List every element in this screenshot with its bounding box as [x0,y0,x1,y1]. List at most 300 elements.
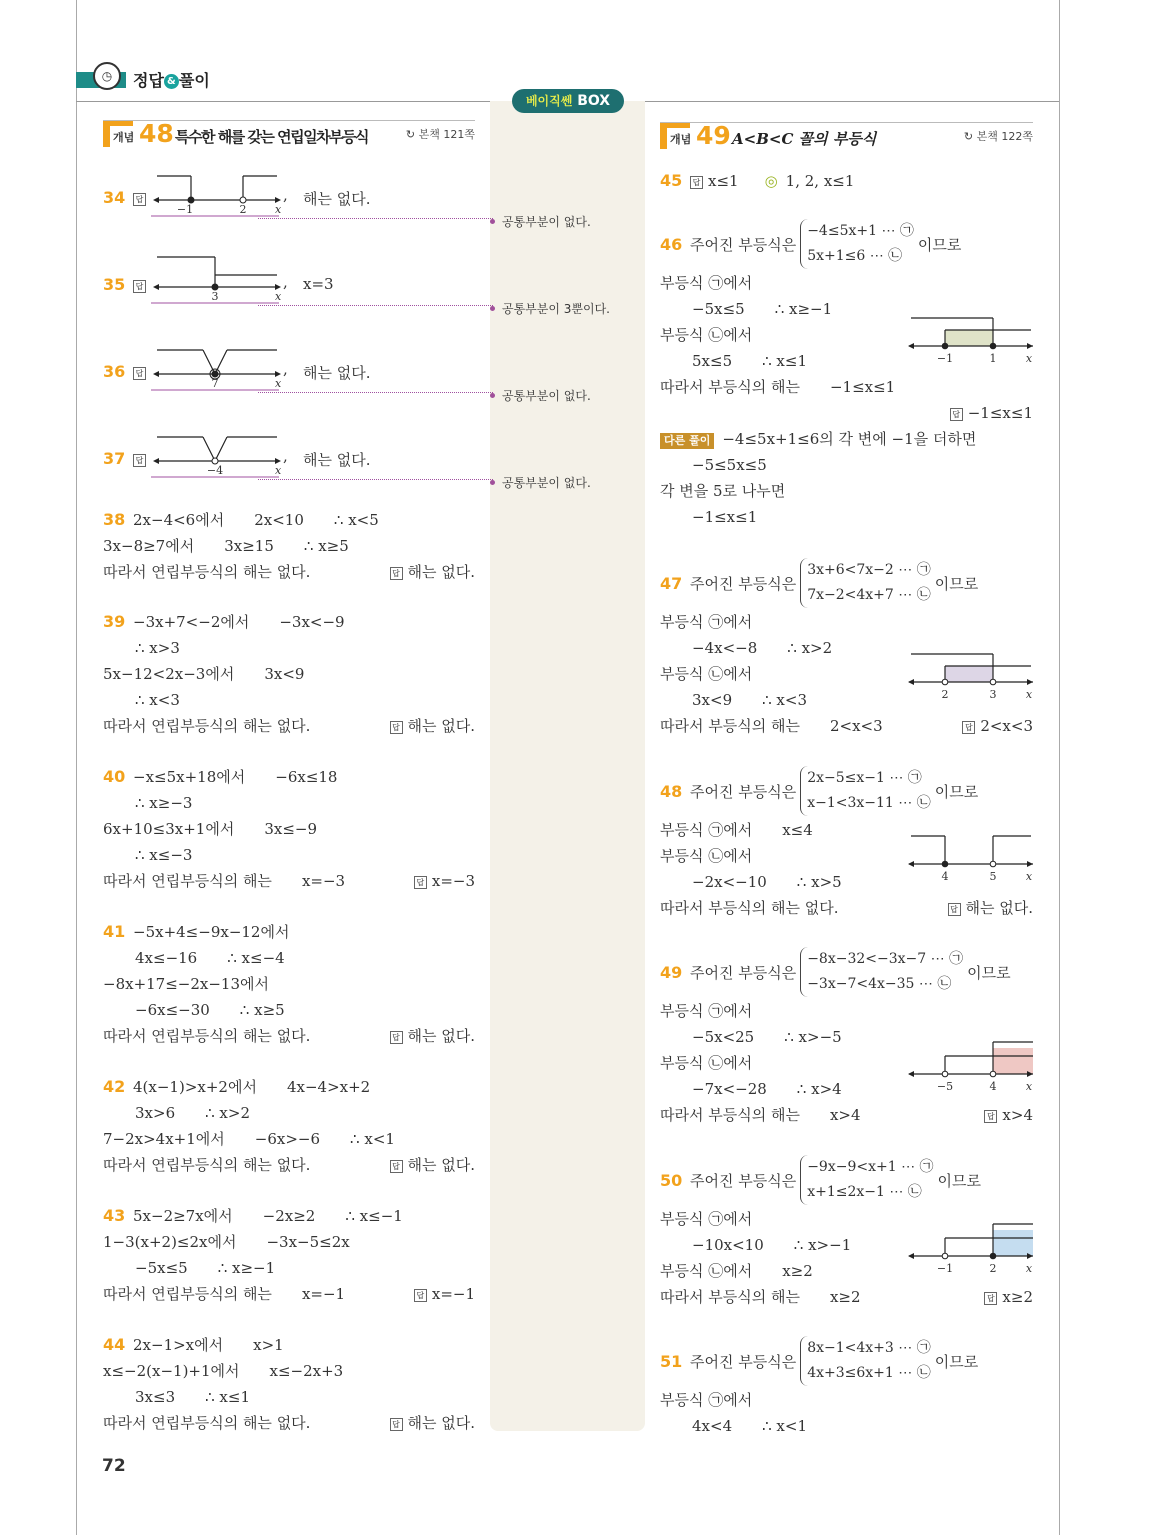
math-step: 3x<9 [692,691,733,709]
math-step: ∴ x<5 [333,511,379,529]
problem-number: 51 [660,1351,683,1371]
math-step: ∴ x<3 [135,691,180,709]
math-step: ∴ x≥5 [239,1001,285,1019]
math-step: −6x≤−30 [135,1001,210,1019]
graph-answer: 해는 없다. [303,190,371,208]
answer-value: x≥2 [1002,1288,1033,1306]
system-row: 4x+3≤6x+1 ⋯ ㉡ [807,1365,931,1381]
solution-line [660,400,1033,426]
math-step: 각 변을 5로 나누면 [660,482,786,500]
math-step: −5≤5x≤5 [692,456,767,474]
math-step: 3x≥15 [224,537,274,555]
math-step: −3x+7<−2에서 [133,613,250,631]
math-step: x=−1 [301,1285,346,1303]
problem-number: 49 [660,962,683,982]
system-row: −8x−32<−3x−7 ⋯ ㉠ [807,951,964,967]
math-step: 2x−1>x에서 [133,1336,224,1354]
section-title [133,68,210,91]
solution-line [103,1152,475,1178]
math-step: ∴ x<1 [350,1130,395,1148]
tick-label: −5 [936,1080,954,1093]
tick-label: x [1025,870,1033,883]
given-text: 주어진 부등식은 [690,1352,797,1371]
math-step: −7x<−28 [692,1080,767,1098]
given-text: 주어진 부등식은 [690,782,797,801]
math-step: −6x≤18 [275,768,338,786]
box-label-b: BOX [577,93,611,109]
tick-label: 2 [941,688,949,701]
answer-icon: 답 [984,1110,997,1123]
system-line [660,946,1033,998]
graph-answer: x=3 [303,275,334,293]
math-step: −4≤5x+1≤6의 각 변에 −1을 더하면 [722,430,977,448]
answer-value: −1≤x≤1 [967,404,1033,422]
math-step: 부등식 ㉡에서 [660,665,753,683]
concept-number: 49 [696,121,731,150]
solution-line [103,764,475,790]
solution-line [103,1023,475,1049]
number-line [905,826,1035,886]
answer-value: x=−3 [431,872,475,890]
system-row: 5x+1≤6 ⋯ ㉡ [807,248,903,264]
math-step: x≤−2(x−1)+1에서 [103,1362,240,1380]
solution-line [660,504,1033,530]
system-line [660,557,1033,609]
answer-value: 해는 없다. [965,899,1033,917]
answer [390,713,476,739]
math-step: ∴ x≤−4 [227,949,285,967]
math-step: x>1 [253,1336,284,1354]
solution-line [660,374,1033,400]
leader-line [258,479,493,480]
solution-line [103,507,475,533]
concept-number: 48 [139,119,174,148]
answer-icon: 답 [390,1418,403,1431]
system-row: 3x+6<7x−2 ⋯ ㉠ [807,562,931,578]
math-step: ∴ x≥−1 [217,1259,276,1277]
math-step: 4x−4>x+2 [286,1078,371,1096]
math-step: x≤4 [782,821,813,839]
math-step: −6x>−6 [254,1130,321,1148]
system-row: x−1<3x−11 ⋯ ㉡ [807,795,931,811]
system-row: x+1≤2x−1 ⋯ ㉡ [807,1184,922,1200]
math-step: 3x≤3 [135,1388,176,1406]
leader-line [258,305,493,306]
solution-line [103,790,475,816]
system-row: −3x−7<4x−35 ⋯ ㉡ [807,976,952,992]
answer-value: 해는 없다. [407,1156,475,1174]
math-step: ∴ x>−5 [784,1028,842,1046]
since-text: 이므로 [967,963,1011,982]
answer-icon: 답 [962,721,975,734]
answer-value: 해는 없다. [407,717,475,735]
box-label: 베이직쎈 [525,94,573,108]
tick-label: x [1025,352,1033,365]
solution-line [103,661,475,687]
tick-label: −1 [936,1262,954,1275]
inequality-system [800,558,931,608]
answer-icon: 답 [390,1031,403,1044]
math-step: ∴ x>−1 [793,1236,852,1254]
answer-value: x=−1 [431,1285,475,1303]
book-ref [964,128,1033,144]
solution-line [660,609,1033,635]
answer-value: 2<x<3 [980,717,1033,735]
answer-icon: 답 [133,193,146,206]
solution-line [103,635,475,661]
solution-line [103,713,475,739]
system-line [660,1154,1033,1206]
leader-line [258,392,493,393]
solution-line [660,270,1033,296]
math-step: 따라서 부등식의 해는 [660,1106,800,1124]
problem-45 [660,168,1033,194]
math-step: 따라서 부등식의 해는 [660,717,800,735]
math-step: ∴ x>5 [796,873,842,891]
math-step: 따라서 연립부등식의 해는 [103,872,272,890]
concept-49-heading [660,122,1033,153]
math-step: 5x−2≥7x에서 [133,1207,233,1225]
answer-value: 해는 없다. [407,1027,475,1045]
problem-number: 38 [103,510,126,529]
solution-line [103,687,475,713]
title-solution: 풀이 [178,71,210,90]
ref-icon: ↻ [405,128,419,141]
tick-label: −1 [936,352,954,365]
solution-line [103,945,475,971]
problem-number: 35 [103,275,126,294]
math-step: 부등식 ㉡에서 [660,847,753,865]
problem-number: 47 [660,573,683,593]
problem-41 [103,919,475,1049]
answer-value: 해는 없다. [407,1414,475,1432]
solution-line [660,478,1033,504]
problem-number: 41 [103,922,126,941]
answer-icon: 답 [948,903,961,916]
graph-answer: 해는 없다. [303,364,371,382]
number-line [905,1036,1035,1096]
math-step: 부등식 ㉡에서 [660,1262,753,1280]
given-text: 주어진 부등식은 [690,235,797,254]
math-step: −5x≤5 [135,1259,188,1277]
math-step: ∴ x>3 [135,639,180,657]
math-step: ∴ x≥−3 [135,794,193,812]
page-border-right [1059,0,1060,1535]
tick-label: −4 [206,464,224,477]
problem-number: 34 [103,188,126,207]
answer [390,1152,476,1178]
solution-region [993,1048,1033,1074]
title-answer: 정답 [133,71,164,90]
number-line [905,1218,1035,1278]
problem-number: 43 [103,1206,126,1225]
math-step: 1−3(x+2)≤2x에서 [103,1233,237,1251]
solution-line [103,971,475,997]
answer-icon: 답 [133,280,146,293]
solution-line [103,609,475,635]
problem-44 [103,1332,475,1436]
concept-48-heading [103,120,475,151]
target-answer: 1, 2, x≤1 [785,172,855,190]
page-number: 72 [102,1456,126,1476]
concept-label: 개념 [670,133,692,146]
system-row: −9x−9<x+1 ⋯ ㉠ [807,1159,934,1175]
tick-label: 3 [211,290,219,303]
answer [984,1102,1033,1128]
math-step: 7−2x>4x+1에서 [103,1130,225,1148]
problem-number: 50 [660,1170,683,1190]
math-step: ∴ x<3 [762,691,808,709]
tick-label: 4 [941,870,949,883]
solution-line [660,1387,1033,1413]
answer-value: x>4 [1002,1106,1033,1124]
axis-label: x [275,464,282,477]
solution-line [660,1413,1033,1439]
problem-42 [103,1074,475,1178]
solution-line [103,533,475,559]
math-step: 따라서 부등식의 해는 없다. [660,899,839,917]
tick-label: 5 [989,870,997,883]
math-step: x≤−2x+3 [269,1362,344,1380]
problem-number: 42 [103,1077,126,1096]
tick-label: x [1025,1262,1033,1275]
problem-40 [103,764,475,894]
math-step: 따라서 연립부등식의 해는 없다. [103,1156,311,1174]
solution-line [660,1284,1033,1310]
ref-text: 본책 122쪽 [976,130,1033,143]
math-step: 부등식 ㉠에서 [660,613,753,631]
graph-problem-36 [103,334,503,414]
answer [962,713,1033,739]
solution-line [660,452,1033,478]
title-amp: & [164,74,179,89]
inequality-system [800,1155,933,1205]
math-step: ∴ x<1 [762,1417,808,1435]
math-step: ∴ x>4 [796,1080,842,1098]
problem-38 [103,507,475,585]
comma: , [283,186,288,204]
math-step: −3x−5≤2x [266,1233,350,1251]
math-step: −2x≥2 [262,1207,316,1225]
problem-number: 44 [103,1335,126,1354]
problem-number: 40 [103,767,126,786]
tick-label: 2 [989,1262,997,1275]
system-line [660,218,1033,270]
solution-line [103,997,475,1023]
solution-line [103,559,475,585]
math-step: 따라서 부등식의 해는 [660,378,800,396]
problem-51 [660,1335,1033,1439]
math-step: −8x+17≤−2x−13에서 [103,975,270,993]
solution-line [103,868,475,894]
solution-line [103,1281,475,1307]
ref-text: 본책 121쪽 [418,128,475,141]
math-step: 4(x−1)>x+2에서 [133,1078,257,1096]
answer-value: 해는 없다. [407,563,475,581]
math-step: 따라서 연립부등식의 해는 없다. [103,717,311,735]
concept-title: A<B<C 꼴의 부등식 [732,130,877,148]
tick-label: −1 [176,203,194,216]
since-text: 이므로 [934,1352,979,1371]
box-note: 공통부분이 없다. [502,476,591,490]
answer-icon: 답 [133,367,146,380]
math-step: −5x<25 [692,1028,755,1046]
since-text: 이므로 [934,782,979,801]
math-step: 6x+10≤3x+1에서 [103,820,235,838]
answer-icon: 답 [984,1292,997,1305]
math-step: ∴ x≤−3 [135,846,193,864]
problem-number: 45 [660,171,683,190]
box-note: 공통부분이 없다. [502,389,591,403]
comma: , [283,273,288,291]
answer-icon: 답 [950,408,963,421]
math-step: 5x≤5 [692,352,733,370]
system-line [660,765,1033,817]
axis-label: x [275,290,282,303]
solution-line [660,998,1033,1024]
math-step: 2x−4<6에서 [133,511,225,529]
math-step: ∴ x≤−1 [345,1207,403,1225]
problem-number: 46 [660,234,683,254]
problem-number: 36 [103,362,126,381]
page-border-left [76,0,77,1535]
math-step: 따라서 연립부등식의 해는 없다. [103,1027,311,1045]
given-text: 주어진 부등식은 [690,1171,797,1190]
answer-icon: 답 [133,454,146,467]
answer-icon: 답 [690,176,703,189]
solution-line [103,1229,475,1255]
solution-line [103,1410,475,1436]
math-step: 2x<10 [254,511,304,529]
graph-problem-34 [103,160,503,240]
math-step: ∴ x>2 [787,639,833,657]
answer [390,1023,476,1049]
ref-icon: ↻ [963,130,977,143]
math-step: ∴ x≤1 [762,352,808,370]
math-step: 4x<4 [692,1417,733,1435]
box-note: 공통부분이 없다. [502,215,591,229]
tick-label: x [1025,1080,1033,1093]
solution-region [945,330,993,346]
math-step: 부등식 ㉠에서 [660,1002,753,1020]
math-step: x≥2 [829,1288,861,1306]
graph-problem-35 [103,247,503,327]
comma: , [283,360,288,378]
math-step: −10x<10 [692,1236,764,1254]
math-step: 부등식 ㉠에서 [660,274,753,292]
solution-line [660,895,1033,921]
math-step: 5x−12<2x−3에서 [103,665,235,683]
inequality-system [800,1336,931,1386]
inequality-system [800,766,931,816]
system-line [660,1335,1033,1387]
math-step: −2x<−10 [692,873,767,891]
book-ref [406,126,475,142]
since-text: 이므로 [917,235,962,254]
tick-label: x [1025,688,1033,701]
math-step: 부등식 ㉠에서 [660,821,753,839]
problem-number: 39 [103,612,126,631]
solution-line [103,1100,475,1126]
math-step: ∴ x≥−1 [774,300,833,318]
answer [948,895,1034,921]
solution-line [103,1074,475,1100]
math-step: 4x≤−16 [135,949,198,967]
given-text: 주어진 부등식은 [690,963,797,982]
solution-line [660,1102,1033,1128]
inequality-system [800,219,914,269]
math-step: 부등식 ㉡에서 [660,1054,753,1072]
math-step: −4x<−8 [692,639,758,657]
inequality-system [800,947,963,997]
solution-line [103,1384,475,1410]
math-step: 따라서 부등식의 해는 [660,1288,800,1306]
concept-label: 개념 [113,131,135,144]
answer [950,400,1033,426]
math-step: 부등식 ㉠에서 [660,1391,753,1409]
math-step: 부등식 ㉠에서 [660,1210,753,1228]
math-step: 3x>6 [135,1104,176,1122]
math-step: −5x+4≤−9x−12에서 [133,923,290,941]
problem-number: 37 [103,449,126,468]
math-step: 따라서 연립부등식의 해는 없다. [103,563,311,581]
tick-label: 4 [989,1080,997,1093]
tick-label: 7 [211,377,219,390]
math-step: x≥2 [782,1262,813,1280]
answer [414,1281,475,1307]
system-row: 7x−2<4x+7 ⋯ ㉡ [807,587,931,603]
solution-line [660,426,1033,452]
math-step: x=−3 [301,872,346,890]
answer [414,868,475,894]
answer-icon: 답 [414,876,427,889]
concept-title: 특수한 해를 갖는 연립일차부등식 [175,128,369,146]
answer: x≤1 [708,172,739,190]
math-step: 3x<9 [264,665,305,683]
box-note: 공통부분이 3뿐이다. [502,302,611,316]
math-step: 3x≤−9 [264,820,318,838]
since-text: 이므로 [934,574,979,593]
alternative-solution-badge: 다른 풀이 [660,433,714,449]
answer-icon: 답 [414,1289,427,1302]
solution-line [103,1203,475,1229]
math-step: 2<x<3 [829,717,883,735]
math-step: −1≤x≤1 [692,508,758,526]
system-row: 2x−5≤x−1 ⋯ ㉠ [807,770,922,786]
problem-number: 48 [660,781,683,801]
problem-43 [103,1203,475,1307]
answer-icon: 답 [390,721,403,734]
target-icon: ◎ [764,172,778,190]
solution-line [103,1255,475,1281]
math-step: ∴ x>2 [205,1104,251,1122]
math-step: x>4 [829,1106,861,1124]
clock-icon: ◷ [93,62,121,90]
problem-46 [660,218,1033,530]
tick-label: 1 [989,352,997,365]
number-line [905,308,1035,368]
tick-label: 3 [989,688,997,701]
math-step: ∴ x≤1 [205,1388,251,1406]
solution-line [103,1332,475,1358]
graph-problem-37 [103,421,503,501]
math-step: 따라서 연립부등식의 해는 없다. [103,1414,311,1432]
math-step: 부등식 ㉡에서 [660,326,753,344]
problem-39 [103,609,475,739]
solution-region [945,666,993,682]
since-text: 이므로 [937,1171,982,1190]
solution-line [660,713,1033,739]
